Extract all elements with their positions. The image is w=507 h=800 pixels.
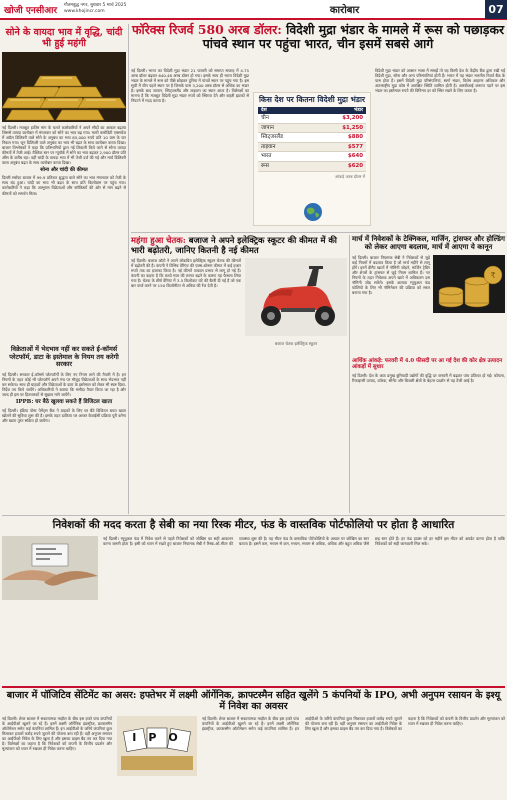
forex-body-col3: [375, 68, 505, 230]
svg-text:₹: ₹: [490, 270, 496, 280]
bajaj-article: [131, 235, 347, 513]
forex-reserve-cell: $640: [347, 153, 363, 160]
ipo-body-right: नई दिल्ली। शेयर बाजार में सकारात्मक माहौल के बीच इस हफ्ते पांच कंपनियों के आईपीओ खुलने जा रहे हैं। इनमें लक्ष्मी ऑर्गेनिक इंडस्ट्रीज, क्राफ्टस्मैन ऑटोमेशन समेत कई कंपनियां शामिल हैं। इन आईपीओ के जरिये कंपनियां कुल मिलाकर हजारों करोड़ रुपये जुटाने की योजना बना रही हैं। वहीं अनुपम रसायन का आईपीओ निवेश के लिए खुला है और इसका प्राइस बैंड तय कर दिया गया है। विशेषज्ञों का कहना है कि निवेशकों को कंपनी के वित्तीय प्रदर्शन और मूल्यांकन को ध्यान में रखकर ही निवेश करना चाहिए।: [202, 715, 507, 731]
ipo-body-left: नई दिल्ली। शेयर बाजार में सकारात्मक माहौल के बीच इस हफ्ते पांच कंपनियों के आईपीओ खुलने जा रहे हैं। इनमें लक्ष्मी ऑर्गेनिक इंडस्ट्रीज, क्राफ्टस्मैन ऑटोमेशन समेत कई कंपनियां शामिल हैं। इन आईपीओ के जरिये कंपनियां कुल मिलाकर हजारों करोड़ रुपये जुटाने की योजना बना रही हैं। वहीं अनुपम रसायन का आईपीओ निवेश के लिए खुला है और इसका प्राइस बैंड तय कर दिया गया है। विशेषज्ञों का कहना है कि निवेशकों को कंपनी के वित्तीय प्रदर्शन और मूल्यांकन को ध्यान में रखकर ही निवेश करना चाहिए।: [2, 715, 114, 752]
investors-article: [352, 235, 505, 513]
ippb-subheadline: IPPB: घर बैठे खुलवा सकते हैं डिजिटल खाता: [15, 399, 113, 406]
date-line-1: गौतमबुद्ध नगर, बुधवार 5 मार्च 2025: [64, 3, 127, 8]
forex-body: नई दिल्ली। भारत का विदेशी मुद्रा भंडार 21 फरवरी को समाप्त सप्ताह में 4.75 अरब डॉलर बढ़कर 640.48 अरब डॉलर हो गया। इसके साथ ही भारत विदेशी मुद्रा भंडार के मामले में रूस को पीछे छोड़कर दुनिया में पांचवें स्थान पर पहुंच गया है। इस सूची में चीन पहले स्थान पर है जिसके पास 3,200 अरब डॉलर से अधिक का भंडार है। इसके बाद जापान, स्विट्जरलैंड और ताइवान का स्थान आता है। विशेषज्ञों का मानना है कि मजबूत विदेशी मुद्रा भंडार रुपये को स्थिरता देने और बाहरी झटकों से निपटने में मदद करता है।: [131, 68, 251, 104]
forex-country-cell: ताइवान: [261, 143, 276, 150]
forex-headline-rest: विदेशी मुद्रा भंडार के मामले में रूस को पछाड़कर पांचवे स्थान पर पहुंचा भारत, चीन इसमें सबसे आगे: [202, 22, 505, 51]
forex-table-body: [258, 114, 366, 172]
bajaj-headline-highlight: महंगा हुआ चेतक:: [131, 235, 186, 245]
ecommerce-body: नई दिल्ली। सरकार ई-कॉमर्स प्लेटफॉर्मों के लिए नए नियम लाने की तैयारी में है। इन नियमों के तहत कोई भी प्लेटफॉर्म अपने मंच पर मौजूद विक्रेताओं के साथ भेदभाव नहीं कर सकेगा। साथ ही ग्राहकों और विक्रेताओं के डाटा के इस्तेमाल को लेकर भी स्पष्ट दिशा-निर्देश तय किये जायेंगे। अधिकारियों ने बताया कि मसौदा तैयार किया जा रहा है और जल्द ही इस पर हितधारकों से सुझाव मांगे जायेंगे।: [2, 371, 128, 397]
forex-table: [258, 107, 366, 172]
bajaj-body: नई दिल्ली। बजाज ऑटो ने अपने लोकप्रिय इलेक्ट्रिक स्कूटर चेतक की कीमतों में बढ़ोतरी की है। कंपनी ने विभिन्न वेरिएंट की एक्स-शोरूम कीमत में कई हजार रुपये तक का इजाफा किया है। नई कीमतें तत्काल प्रभाव से लागू हो गई हैं। कंपनी का कहना है कि कच्चे माल की लागत बढ़ने के कारण यह फैसला लिया गया है। चेतक के शीर्ष वेरिएंट में 3.5 किलोवाट घंटे की बैटरी दी गई है जो एक बार चार्ज करने पर 150 किलोमीटर से अधिक की रेंज देती है।: [131, 258, 243, 289]
forex-explainer: विदेशी मुद्रा भंडार को आसान भाषा में समझें तो यह किसी देश के केंद्रीय बैंक द्वारा रखी गई विदेशी मुद्रा, सोना और अन्य परिसंपत्तियां होती हैं। भारत में यह भंडार भारतीय रिजर्व बैंक के पास होता है। इसमें विदेशी मुद्रा परिसंपत्तियां, स्वर्ण भंडार, विशेष आहरण अधिकार और अंतरराष्ट्रीय मुद्रा कोष में आरक्षित स्थिति शामिल होती है। आरबीआई जरूरत पड़ने पर इस भंडार का इस्तेमाल रुपये की विनिमय दर को स्थिर रखने के लिए करता है।: [375, 68, 507, 94]
newspaper-logo: खोजी एनसीआर: [4, 5, 58, 16]
forex-table-row: [258, 114, 366, 124]
forex-country-cell: चीन: [261, 115, 269, 121]
column-divider-2: [349, 235, 350, 513]
forex-reserve-cell: $577: [347, 143, 363, 150]
core-sector-subheadline: आर्थिक आंकड़े: फरवरी में 4.0 फीसदी पर आ गई देश की कोर क्षेत्र उत्पादन आंकड़ों में सुधार: [352, 357, 503, 371]
forex-table-row: [258, 133, 366, 143]
forex-reserve-cell: $3,200: [342, 115, 363, 121]
ecommerce-headline: विक्रेताओं में भेदभाव नहीं कर सकते ई-कॉमर्स प्लेटफॉर्म, डाटा के इस्तेमाल के नियम तय करेगी सरकार: [9, 345, 119, 369]
section-title: कारोबार: [329, 5, 360, 16]
core-sector-body: नई दिल्ली। देश के आठ प्रमुख बुनियादी उद्योगों की वृद्धि दर जनवरी में बढ़कर पांच प्रतिशत हो गई। कोयला, रिफाइनरी उत्पाद, उर्वरक, सीमेंट और बिजली क्षेत्रों के बेहतर प्रदर्शन से यह तेजी आई है।: [352, 372, 507, 383]
forex-headline-highlight: फॉरेक्स रिजर्व 580 अरब डॉलर:: [131, 22, 282, 37]
edition-date: [64, 3, 204, 15]
scooter-caption: बजाज चेतक इलेक्ट्रिक स्कूटर: [274, 341, 318, 346]
gold-sub-body: दिल्ली सर्राफा बाजार में 99.9 प्रतिशत शुद्धता वाले सोने का भाव मंगलवार को तेजी के साथ बंद हुआ। चांदी का भाव भी बढ़त के साथ प्रति किलोग्राम पर पहुंच गया। कारोबारियों ने कहा कि आभूषण विक्रेताओं और स्टॉकिस्टों की ओर से मांग बढ़ने से कीमतों को समर्थन मिला।: [2, 175, 128, 196]
forex-country-cell: भारत: [261, 153, 272, 160]
sebi-headline: निवेशकों की मदद करता है सेबी का नया रिस्क मीटर, फंड के वास्तविक पोर्टफोलियो पर होता है आधारित: [52, 519, 455, 531]
sebi-article: [2, 518, 505, 684]
gold-subheadline: सोना और चांदी की कीमत: [40, 167, 88, 174]
forex-table-row: [258, 152, 366, 162]
forex-reserve-cell: $620: [347, 162, 363, 169]
ecommerce-article: [2, 345, 126, 513]
masthead: [0, 0, 507, 20]
forex-headline-block: [131, 23, 505, 65]
forex-table-row: [258, 162, 366, 172]
gold-article: [2, 25, 126, 343]
row-divider-3: [2, 686, 505, 688]
page-number: 07: [485, 0, 507, 19]
forex-country-cell: जापान: [261, 124, 274, 131]
ippb-body: नई दिल्ली। इंडिया पोस्ट पेमेंट्स बैंक ने ग्राहकों के लिए घर बैठे डिजिटल बचत खाता खोलने की सुविधा शुरू की है। इसके तहत डाकिया घर आकर केवाईसी प्रक्रिया पूरी करेगा और खाता तुरंत सक्रिय हो जायेगा।: [2, 407, 128, 423]
bajaj-headline: [131, 235, 347, 258]
bajaj-headline-rest: बजाज ने अपने इलेक्ट्रिक स्कूटर की कीमत में की भारी बढ़ोतरी, जानिए कितनी है नई कीमत: [131, 235, 337, 255]
date-line-2: www.khojincr.com: [64, 9, 105, 14]
row-divider: [131, 232, 505, 233]
forex-box-title: किस देश पर कितना विदेशी मुद्रा भंडार: [258, 95, 366, 104]
forex-col-country: देश: [261, 108, 267, 113]
row-divider-2: [2, 515, 505, 516]
forex-headline: [131, 23, 505, 51]
forex-country-cell: रूस: [261, 162, 269, 169]
ipo-headline: बाजार में पॉजिटिव सेंटिमेंट का असर: हफ्तेभर में लक्ष्मी ऑर्गेनिक, क्राफ्टस्मैन सहित खुलेंगे 5 कंपनियों के IPO, अभी अनुपम रसायन के इश्यू में निवेश का अवसर: [6, 690, 501, 713]
globe-icon: [298, 201, 328, 223]
forex-body-col1: [131, 68, 249, 230]
investors-headline: मार्च में निवेशकों के टेक्निकल, मार्जिन, ट्रांसफर और होल्डिंग को लेकर आएगा बदलाव, मार्च में आएगा ये कानून: [352, 234, 505, 252]
forex-box-note: आंकड़े अरब डॉलर में: [334, 173, 365, 179]
gold-headline: सोने के वायदा भाव में वृद्धि, चांदी भी हुई महंगी: [5, 27, 123, 49]
forex-table-row: [258, 124, 366, 134]
forex-country-cell: स्विट्जरलैंड: [261, 134, 283, 141]
sebi-body: नई दिल्ली। म्यूचुअल फंड में निवेश करने से पहले निवेशकों को जोखिम का सही आकलन करना जरूरी होता है। इसी को ध्यान में रखते हुए बाजार नियामक सेबी ने रिस्क-ओ-मीटर की व्यवस्था शुरू की है। यह मीटर फंड के वास्तविक पोर्टफोलियो के आधार पर जोखिम का स्तर बताता है। इसमें कम, मध्यम से कम, मध्यम, मध्यम से अधिक, अधिक और बहुत अधिक जैसे छह स्तर होते हैं। हर फंड हाउस को हर महीने इस मीटर को अपडेट करना होता है ताकि निवेशकों को सही जानकारी मिल सके।: [103, 535, 507, 546]
forex-reserve-cell: $1,250: [342, 124, 363, 131]
ipo-logo-text: IPO: [132, 730, 190, 744]
forex-table-header: [258, 107, 366, 114]
forex-table-row: [258, 143, 366, 153]
scooter-image: [245, 258, 347, 336]
column-divider: [128, 24, 129, 514]
sebi-hands-image: [2, 536, 98, 600]
ipo-dice-icon: [117, 716, 197, 776]
ipo-article: [2, 690, 505, 798]
gold-body: नई दिल्ली। मजबूत हाजिर मांग के चलते कारोबारियों ने अपने सौदों का आकार बढ़ाया जिससे वायदा कारोबार में मंगलवार को सोने का भाव बढ़ गया। मल्टी कमोडिटी एक्सचेंज में अप्रैल डिलिवरी वाले सोने के अनुबंध का भाव 85,000 रुपये प्रति 10 ग्राम के पार निकल गया। जून डिलिवरी वाले अनुबंध का भाव भी बढ़त के साथ कारोबार करता दिखा। बाजार विश्लेषकों ने कहा कि प्रतिभागियों द्वारा नई लिवाली किये जाने से सोना वायदा कीमतों में तेजी आई। वैश्विक स्तर पर न्यूयॉर्क में सोने का भाव बढ़कर 2,900 डॉलर प्रति औंस के करीब रहा। वहीं चांदी के वायदा भाव में भी तेजी दर्ज की गई और मार्च डिलिवरी वाला अनुबंध बढ़त के साथ कारोबार करता दिखा।: [2, 125, 128, 166]
forex-chart-box: [253, 92, 371, 226]
ipo-image: [117, 716, 197, 776]
investors-body: नई दिल्ली। बाजार नियामक सेबी ने निवेशकों से जुड़े कई नियमों में बदलाव किया है जो मार्च महीने से लागू होंगे। इनमें डीमैट खातों में नॉमिनी जोड़ने, मार्जिन ट्रेडिंग और शेयरों के ट्रांसफर से जुड़े नियम शामिल हैं। नए नियमों के तहत निवेशक अपने खाते में अधिकतम दस नॉमिनी जोड़ सकेंगे। इसके अलावा म्यूचुअल फंड फोलियो के लिए भी नॉमिनेशन की प्रक्रिया को सरल बनाया गया है।: [352, 254, 432, 296]
forex-col-reserve: भंडार: [353, 108, 363, 113]
coins-image: [433, 255, 505, 313]
gold-bars-image: [2, 52, 126, 122]
forex-reserve-cell: $880: [347, 134, 363, 141]
